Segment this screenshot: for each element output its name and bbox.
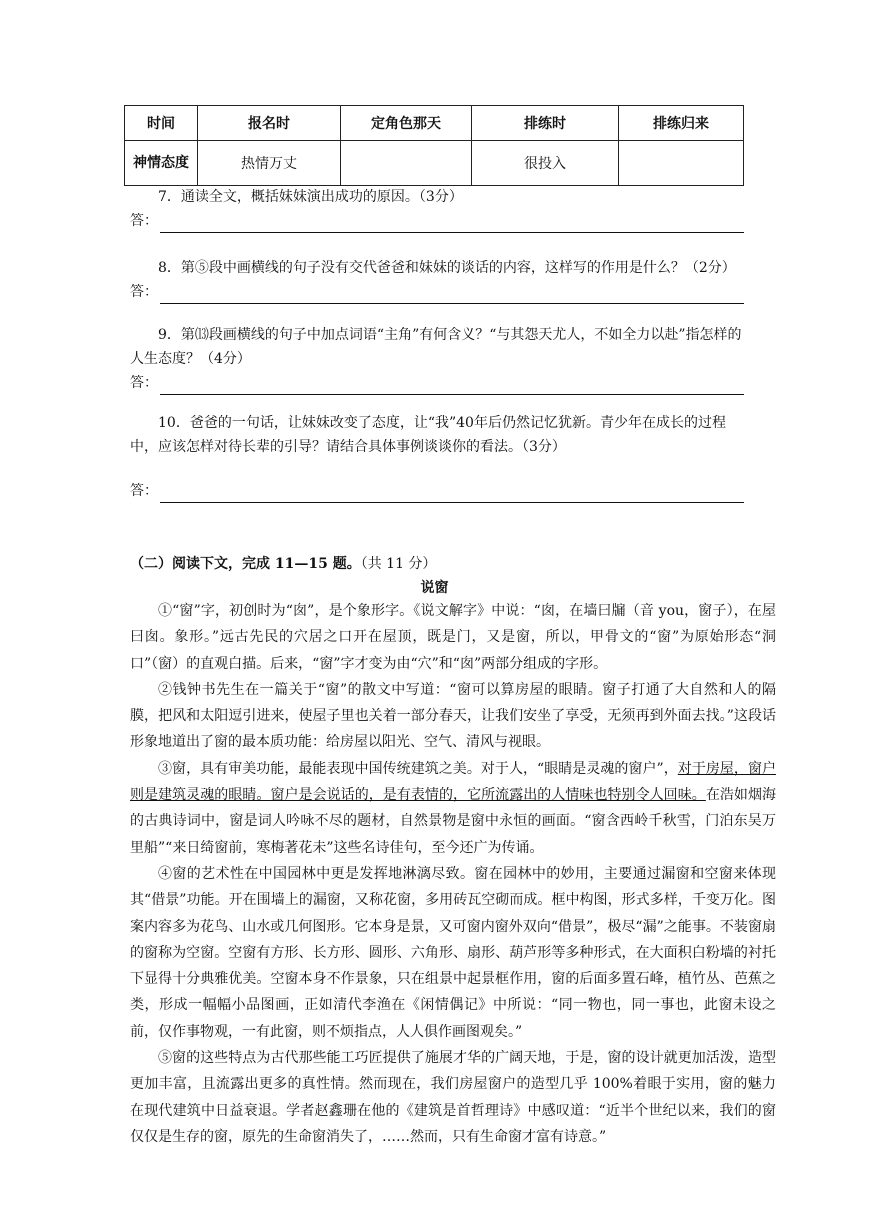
table-header-cell: 排练时 <box>472 106 619 141</box>
question-text: 9．第⒀段画横线的句子中加点词语“主角”有何含义？“与其怨天尤人，不如全力以赴”指怎样的人生态度？（4分） <box>130 327 742 367</box>
paragraph-3 <box>130 756 776 861</box>
table-cell-blank[interactable] <box>341 141 472 186</box>
paragraph-3-rest: 在浩如烟海的古典诗词中，窗是词人吟咏不尽的题材，自然景物是窗中永恒的画面。“窗含西岭千秋雪，门泊东吴万里船”“来日绮窗前，寒梅著花未”这些名诗佳句，至今还广为传诵。 <box>130 787 777 856</box>
paragraph-2: ②钱钟书先生在一篇关于“窗”的散文中写道：“窗可以算房屋的眼睛。窗子打通了大自然和人的隔膜，把风和太阳逗引进来，使屋子里也关着一部分春天，让我们安坐了享受，无须再到外面去找。”这段话形象地道出了窗的最本质功能：给房屋以阳光、空气、清风与视眼。 <box>130 681 776 751</box>
paragraph-1: ①“窗”字，初创时为“囱”，是个象形字。《说文解字》中说：“囱，在墙曰牖（音 you，窗子），在屋曰囱。象形。”远古先民的穴居之口开在屋顶，既是门，又是窗，所以，甲骨文的“窗”为原始形态“洞口”（窗）的直观白描。后来，“窗”字才变为由“穴”和“囱”两部分组成的字形。 <box>130 603 776 672</box>
answer-line[interactable] <box>160 214 744 233</box>
table-header-row <box>125 106 744 141</box>
answer-label: 答： <box>130 284 158 300</box>
article-body <box>130 598 776 1150</box>
section-heading-bold: （二）阅读下文，完成 11—15 题。 <box>130 556 361 572</box>
table-header-cell: 报名时 <box>198 106 341 141</box>
attitude-table <box>124 105 744 186</box>
answer-row <box>130 209 744 233</box>
question-7 <box>130 185 744 233</box>
section-heading-score: （共 11 分） <box>360 556 437 572</box>
paragraph-4: ④窗的艺术性在中国园林中更是发挥地淋漓尽致。窗在园林中的妙用，主要通过漏窗和空窗来体现其“借景”功能。开在围墙上的漏窗，又称花窗，多用砖瓦空砌而成。框中构图，形式多样，千变万化。图案内容多为花鸟、山水或几何图形。它本身是景，又可窗内窗外双向“借景”，极尽“漏”之能事。不装窗扇的窗称为空窗。空窗有方形、长方形、圆形、六角形、扇形、葫芦形等多种形式，在大面积白粉墙的衬托下显得十分典雅优美。空窗本身不作景象，只在组景中起景框作用，窗的后面多置石峰，植竹丛、芭蕉之类，形成一幅幅小品图画，正如清代李渔在《闲情偶记》中所说：“同一物也，同一事也，此窗未设之前，仅作事物观，一有此窗，则不烦指点，人人俱作画图观矣。” <box>130 865 776 1040</box>
table-row-label: 神情态度 <box>125 141 198 186</box>
answer-line[interactable] <box>160 285 744 304</box>
section-heading <box>130 552 436 576</box>
question-9 <box>130 323 744 395</box>
table-cell: 热情万丈 <box>198 141 341 186</box>
table-cell-blank[interactable] <box>619 141 744 186</box>
answer-label: 答： <box>130 213 158 229</box>
question-text: 8．第⑤段中画横线的句子没有交代爸爸和妹妹的谈话的内容，这样写的作用是什么？（2分） <box>158 260 736 276</box>
answer-row <box>130 371 744 395</box>
paragraph-5: ⑤窗的这些特点为古代那些能工巧匠提供了施展才华的广阔天地，于是，窗的设计就更加活泼，造型更加丰富，且流露出更多的真性情。然而现在，我们房屋窗户的造型几乎 100%着眼于实用，窗的魅力在现代建筑中日益衰退。学者赵鑫珊在他的《建筑是首哲理诗》中感叹道：“近半个世纪以来，我们的窗仅仅是生存的窗，原先的生命窗消失了，……然而，只有生命窗才富有诗意。” <box>130 1050 776 1145</box>
table-cell: 很投入 <box>472 141 619 186</box>
question-8 <box>130 256 744 304</box>
table-header-cell: 定角色那天 <box>341 106 472 141</box>
answer-row <box>130 280 744 304</box>
question-text: 10．爸爸的一句话，让妹妹改变了态度，让“我”40年后仍然记忆犹新。青少年在成长的过程中，应该怎样对待长辈的引导？请结合具体事例谈谈你的看法。（3分） <box>130 415 726 455</box>
answer-line[interactable] <box>160 484 744 503</box>
table-header-cell: 时间 <box>125 106 198 141</box>
table-row <box>125 141 744 186</box>
article-title: 说窗 <box>420 580 449 596</box>
answer-label: 答： <box>130 375 158 391</box>
question-text: 7．通读全文，概括妹妹演出成功的原因。（3分） <box>158 189 463 205</box>
answer-line[interactable] <box>160 376 744 395</box>
answer-label: 答： <box>130 483 158 499</box>
table-header-cell: 排练归来 <box>619 106 744 141</box>
paragraph-3-lead: ③窗，具有审美功能，最能表现中国传统建筑之美。对于人，“眼睛是灵魂的窗户”， <box>158 760 678 777</box>
question-10 <box>130 411 744 503</box>
underlined-sentence: 对于房屋，窗户则是建筑灵魂的眼睛。窗户是会说话的，是有表情的，它所流露出的人情味也特别令人回味。 <box>130 760 777 804</box>
answer-row <box>130 479 744 503</box>
